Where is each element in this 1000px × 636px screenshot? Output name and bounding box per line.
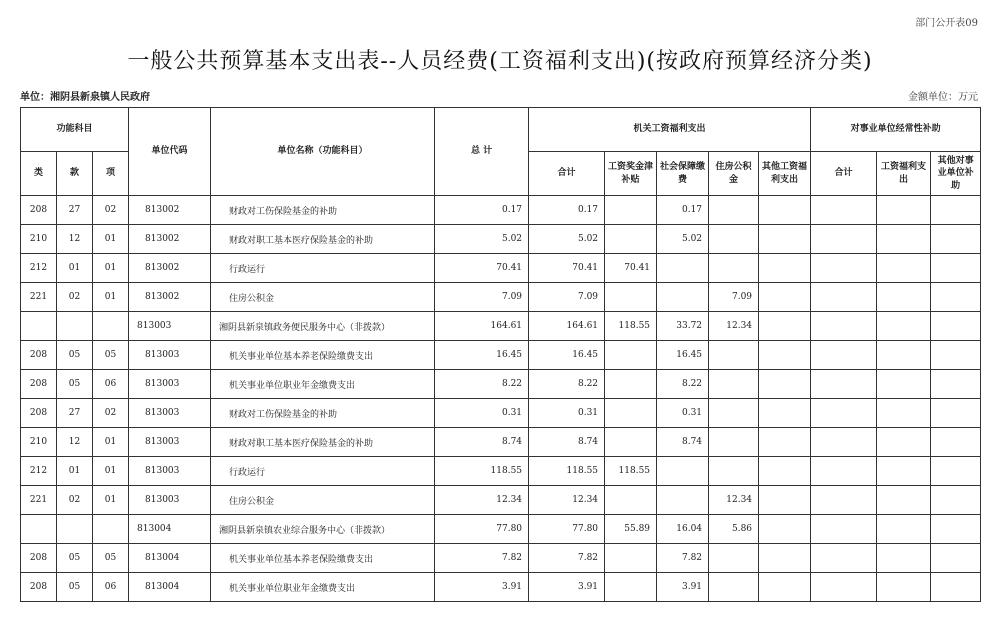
cell-xiang: 02 [93, 196, 129, 225]
cell-inst-other [931, 341, 981, 370]
cell-agency-wage [605, 196, 657, 225]
cell-inst-sum [811, 196, 877, 225]
cell-agency-wage [605, 486, 657, 515]
cell-unit-code: 813002 [129, 283, 211, 312]
header-agency-social: 社会保障缴费 [657, 152, 709, 196]
cell-agency-social: 16.45 [657, 341, 709, 370]
cell-unit-name: 机关事业单位职业年金缴费支出 [211, 573, 435, 602]
cell-unit-code: 813003 [129, 370, 211, 399]
cell-xiang: 01 [93, 457, 129, 486]
table-row [21, 515, 981, 544]
table-row [21, 457, 981, 486]
cell-agency-social: 16.04 [657, 515, 709, 544]
cell-agency-housing [709, 457, 759, 486]
cell-unit-name: 行政运行 [211, 254, 435, 283]
cell-inst-other [931, 428, 981, 457]
cell-agency-other [759, 544, 811, 573]
cell-inst-wage [877, 399, 931, 428]
header-total: 总 计 [435, 108, 529, 196]
cell-unit-code: 813003 [129, 312, 211, 341]
table-row [21, 312, 981, 341]
cell-kuan [57, 312, 93, 341]
cell-lei [21, 515, 57, 544]
cell-xiang [93, 312, 129, 341]
cell-agency-wage [605, 399, 657, 428]
table-body [21, 196, 981, 602]
cell-inst-sum [811, 312, 877, 341]
cell-unit-name: 住房公积金 [211, 283, 435, 312]
cell-lei: 212 [21, 457, 57, 486]
cell-unit-code: 813003 [129, 428, 211, 457]
cell-agency-other [759, 341, 811, 370]
cell-total: 0.31 [435, 399, 529, 428]
cell-total: 77.80 [435, 515, 529, 544]
cell-agency-social: 33.72 [657, 312, 709, 341]
cell-lei: 208 [21, 370, 57, 399]
cell-kuan [57, 515, 93, 544]
cell-agency-sum: 16.45 [529, 341, 605, 370]
header-inst-other: 其他对事业单位补助 [931, 152, 981, 196]
cell-agency-housing: 5.86 [709, 515, 759, 544]
cell-total: 70.41 [435, 254, 529, 283]
cell-agency-housing [709, 428, 759, 457]
cell-kuan: 27 [57, 196, 93, 225]
cell-inst-wage [877, 486, 931, 515]
cell-unit-code: 813002 [129, 225, 211, 254]
cell-agency-wage [605, 225, 657, 254]
cell-lei [21, 312, 57, 341]
cell-xiang: 01 [93, 254, 129, 283]
cell-agency-housing [709, 399, 759, 428]
cell-inst-other [931, 196, 981, 225]
table-row [21, 225, 981, 254]
cell-agency-sum: 77.80 [529, 515, 605, 544]
cell-xiang: 01 [93, 486, 129, 515]
header-unit-code: 单位代码 [129, 108, 211, 196]
cell-unit-code: 813004 [129, 573, 211, 602]
header-inst-group: 对事业单位经常性补助 [811, 108, 981, 152]
cell-inst-other [931, 457, 981, 486]
cell-agency-other [759, 428, 811, 457]
cell-unit-code: 813003 [129, 341, 211, 370]
cell-total: 118.55 [435, 457, 529, 486]
cell-agency-social [657, 457, 709, 486]
header-inst-sum: 合计 [811, 152, 877, 196]
cell-agency-sum: 12.34 [529, 486, 605, 515]
cell-inst-wage [877, 312, 931, 341]
cell-total: 8.22 [435, 370, 529, 399]
cell-inst-wage [877, 428, 931, 457]
cell-agency-other [759, 370, 811, 399]
cell-inst-wage [877, 573, 931, 602]
cell-inst-wage [877, 457, 931, 486]
cell-kuan: 05 [57, 370, 93, 399]
cell-inst-other [931, 486, 981, 515]
cell-inst-other [931, 544, 981, 573]
cell-inst-sum [811, 341, 877, 370]
cell-lei: 208 [21, 399, 57, 428]
cell-inst-wage [877, 544, 931, 573]
cell-agency-sum: 3.91 [529, 573, 605, 602]
page-title: 一般公共预算基本支出表--人员经费(工资福利支出)(按政府预算经济分类) [127, 49, 873, 74]
header-agency-housing: 住房公积金 [709, 152, 759, 196]
cell-lei: 212 [21, 254, 57, 283]
cell-agency-sum: 7.09 [529, 283, 605, 312]
cell-inst-sum [811, 486, 877, 515]
cell-agency-wage: 118.55 [605, 457, 657, 486]
cell-kuan: 05 [57, 573, 93, 602]
cell-inst-sum [811, 225, 877, 254]
cell-inst-other [931, 399, 981, 428]
cell-unit-name: 机关事业单位基本养老保险缴费支出 [211, 341, 435, 370]
cell-agency-other [759, 457, 811, 486]
table-row [21, 573, 981, 602]
cell-inst-wage [877, 254, 931, 283]
cell-kuan: 12 [57, 428, 93, 457]
cell-xiang: 02 [93, 399, 129, 428]
cell-inst-other [931, 225, 981, 254]
cell-agency-social: 3.91 [657, 573, 709, 602]
cell-agency-wage [605, 370, 657, 399]
cell-unit-name: 财政对职工基本医疗保险基金的补助 [211, 225, 435, 254]
cell-unit-name: 机关事业单位职业年金缴费支出 [211, 370, 435, 399]
cell-lei: 210 [21, 428, 57, 457]
cell-inst-sum [811, 283, 877, 312]
cell-unit-code: 813003 [129, 399, 211, 428]
cell-agency-social: 8.22 [657, 370, 709, 399]
cell-agency-wage: 70.41 [605, 254, 657, 283]
cell-kuan: 01 [57, 254, 93, 283]
table-row [21, 486, 981, 515]
cell-unit-name: 湘阴县新泉镇农业综合服务中心（非拨款） [211, 515, 435, 544]
cell-agency-social [657, 283, 709, 312]
cell-xiang [93, 515, 129, 544]
cell-inst-wage [877, 370, 931, 399]
cell-xiang: 01 [93, 225, 129, 254]
cell-unit-code: 813002 [129, 196, 211, 225]
cell-agency-other [759, 515, 811, 544]
cell-lei: 221 [21, 486, 57, 515]
header-agency-wage: 工资奖金津补贴 [605, 152, 657, 196]
cell-agency-sum: 0.17 [529, 196, 605, 225]
cell-agency-social [657, 254, 709, 283]
cell-kuan: 27 [57, 399, 93, 428]
cell-total: 0.17 [435, 196, 529, 225]
cell-unit-code: 813003 [129, 486, 211, 515]
cell-total: 16.45 [435, 341, 529, 370]
cell-unit-code: 813003 [129, 457, 211, 486]
table-row [21, 341, 981, 370]
cell-agency-other [759, 486, 811, 515]
header-func-subject: 功能科目 [21, 108, 129, 152]
cell-agency-other [759, 399, 811, 428]
table-number-label: 部门公开表09 [915, 18, 978, 29]
cell-kuan: 01 [57, 457, 93, 486]
cell-total: 7.82 [435, 544, 529, 573]
table-row [21, 196, 981, 225]
cell-inst-other [931, 370, 981, 399]
cell-inst-sum [811, 457, 877, 486]
cell-lei: 208 [21, 544, 57, 573]
header-kuan: 款 [57, 152, 93, 196]
table-row [21, 544, 981, 573]
cell-inst-wage [877, 341, 931, 370]
cell-inst-wage [877, 196, 931, 225]
unit-label: 单位：湘阴县新泉镇人民政府 [20, 92, 150, 103]
cell-agency-sum: 70.41 [529, 254, 605, 283]
cell-agency-other [759, 312, 811, 341]
cell-xiang: 01 [93, 428, 129, 457]
header-xiang: 项 [93, 152, 129, 196]
cell-agency-housing: 12.34 [709, 486, 759, 515]
cell-xiang: 05 [93, 544, 129, 573]
cell-agency-social: 0.31 [657, 399, 709, 428]
cell-agency-sum: 118.55 [529, 457, 605, 486]
cell-xiang: 06 [93, 573, 129, 602]
cell-agency-social: 0.17 [657, 196, 709, 225]
cell-kuan: 02 [57, 283, 93, 312]
cell-total: 12.34 [435, 486, 529, 515]
cell-unit-code: 813004 [129, 515, 211, 544]
cell-agency-other [759, 254, 811, 283]
cell-xiang: 06 [93, 370, 129, 399]
cell-unit-name: 行政运行 [211, 457, 435, 486]
cell-agency-sum: 164.61 [529, 312, 605, 341]
cell-unit-name: 财政对工伤保险基金的补助 [211, 399, 435, 428]
cell-inst-other [931, 573, 981, 602]
cell-unit-name: 财政对职工基本医疗保险基金的补助 [211, 428, 435, 457]
header-lei: 类 [21, 152, 57, 196]
cell-inst-sum [811, 515, 877, 544]
cell-agency-housing [709, 225, 759, 254]
cell-agency-housing [709, 254, 759, 283]
cell-xiang: 05 [93, 341, 129, 370]
cell-agency-housing [709, 573, 759, 602]
cell-total: 8.74 [435, 428, 529, 457]
cell-unit-code: 813004 [129, 544, 211, 573]
cell-agency-sum: 5.02 [529, 225, 605, 254]
cell-inst-wage [877, 225, 931, 254]
cell-inst-sum [811, 399, 877, 428]
cell-unit-name: 机关事业单位基本养老保险缴费支出 [211, 544, 435, 573]
cell-total: 3.91 [435, 573, 529, 602]
table-row [21, 370, 981, 399]
cell-agency-wage: 118.55 [605, 312, 657, 341]
cell-agency-wage [605, 341, 657, 370]
header-agency-sum: 合计 [529, 152, 605, 196]
cell-inst-other [931, 283, 981, 312]
cell-unit-name: 湘阴县新泉镇政务便民服务中心（非拨款） [211, 312, 435, 341]
cell-inst-other [931, 515, 981, 544]
cell-agency-other [759, 225, 811, 254]
cell-agency-other [759, 283, 811, 312]
header-agency-group: 机关工资福利支出 [529, 108, 811, 152]
cell-agency-social [657, 486, 709, 515]
cell-lei: 208 [21, 573, 57, 602]
cell-agency-housing [709, 544, 759, 573]
cell-total: 5.02 [435, 225, 529, 254]
cell-total: 7.09 [435, 283, 529, 312]
table-row [21, 254, 981, 283]
cell-inst-wage [877, 283, 931, 312]
amount-unit-label: 金额单位：万元 [908, 92, 978, 103]
cell-total: 164.61 [435, 312, 529, 341]
cell-agency-housing: 7.09 [709, 283, 759, 312]
cell-kuan: 05 [57, 544, 93, 573]
cell-unit-name: 财政对工伤保险基金的补助 [211, 196, 435, 225]
table-row [21, 428, 981, 457]
cell-inst-sum [811, 370, 877, 399]
cell-agency-wage [605, 573, 657, 602]
cell-inst-sum [811, 428, 877, 457]
cell-agency-sum: 8.22 [529, 370, 605, 399]
cell-inst-sum [811, 573, 877, 602]
cell-agency-wage [605, 428, 657, 457]
cell-inst-sum [811, 544, 877, 573]
cell-inst-sum [811, 254, 877, 283]
cell-agency-housing [709, 196, 759, 225]
cell-inst-wage [877, 515, 931, 544]
table-row [21, 399, 981, 428]
cell-lei: 221 [21, 283, 57, 312]
cell-agency-sum: 8.74 [529, 428, 605, 457]
cell-agency-wage: 55.89 [605, 515, 657, 544]
header-inst-wage: 工资福利支出 [877, 152, 931, 196]
cell-lei: 208 [21, 341, 57, 370]
cell-agency-sum: 7.82 [529, 544, 605, 573]
cell-agency-housing [709, 370, 759, 399]
cell-lei: 210 [21, 225, 57, 254]
cell-inst-other [931, 312, 981, 341]
cell-agency-other [759, 196, 811, 225]
cell-kuan: 02 [57, 486, 93, 515]
cell-agency-social: 8.74 [657, 428, 709, 457]
cell-lei: 208 [21, 196, 57, 225]
cell-agency-wage [605, 544, 657, 573]
cell-unit-code: 813002 [129, 254, 211, 283]
cell-kuan: 05 [57, 341, 93, 370]
table-row [21, 283, 981, 312]
cell-kuan: 12 [57, 225, 93, 254]
cell-agency-housing: 12.34 [709, 312, 759, 341]
cell-agency-housing [709, 341, 759, 370]
cell-agency-social: 7.82 [657, 544, 709, 573]
cell-unit-name: 住房公积金 [211, 486, 435, 515]
cell-agency-social: 5.02 [657, 225, 709, 254]
cell-agency-sum: 0.31 [529, 399, 605, 428]
header-agency-other: 其他工资福利支出 [759, 152, 811, 196]
cell-agency-other [759, 573, 811, 602]
budget-table [20, 107, 981, 602]
header-unit-name: 单位名称（功能科目） [211, 108, 435, 196]
cell-xiang: 01 [93, 283, 129, 312]
cell-inst-other [931, 254, 981, 283]
cell-agency-wage [605, 283, 657, 312]
